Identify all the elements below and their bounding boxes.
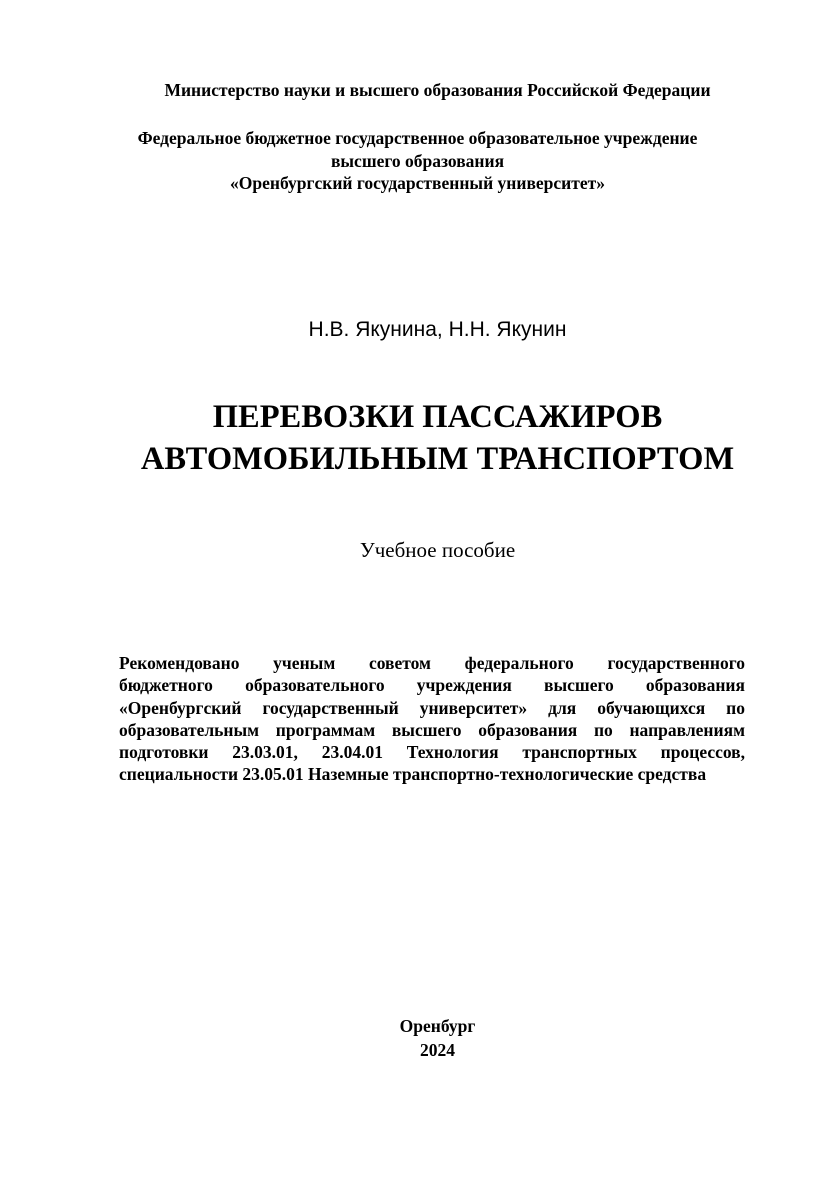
imprint-year: 2024 — [420, 1040, 455, 1060]
authors: Н.В. Якунина, Н.Н. Якунин — [308, 318, 567, 341]
imprint-city: Оренбург — [399, 1016, 476, 1036]
recommendation-line: подготовки 23.03.01, 23.04.01 Технология транспортных процессов, — [119, 742, 745, 763]
book-title-line: ПЕРЕВОЗКИ ПАССАЖИРОВ — [212, 399, 663, 435]
imprint — [20, 1014, 835, 1062]
recommendation-line: специальности 23.05.01 Наземные транспортно-технологические средства — [119, 764, 707, 785]
recommendation-note — [119, 652, 745, 786]
institution-name — [0, 127, 835, 195]
recommendation-line: «Оренбургский государственный университет» для обучающихся по — [119, 697, 745, 718]
book-subtitle: Учебное пособие — [359, 538, 516, 562]
recommendation-line: бюджетного образовательного учреждения высшего образования — [119, 675, 745, 696]
institution-line: высшего образования — [330, 150, 505, 171]
book-title-line: АВТОМОБИЛЬНЫМ ТРАНСПОРТОМ — [140, 441, 735, 477]
institution-line: Федеральное бюджетное государственное образовательное учреждение — [137, 128, 698, 148]
book-title — [20, 396, 835, 480]
recommendation-line: образовательным программам высшего образования по направлениям — [119, 719, 745, 740]
recommendation-line: Рекомендовано ученым советом федерального государственного — [119, 653, 745, 673]
ministry-name: Министерство науки и высшего образования Российской Федерации — [164, 80, 711, 100]
institution-line: «Оренбургский государственный университет» — [230, 173, 605, 193]
